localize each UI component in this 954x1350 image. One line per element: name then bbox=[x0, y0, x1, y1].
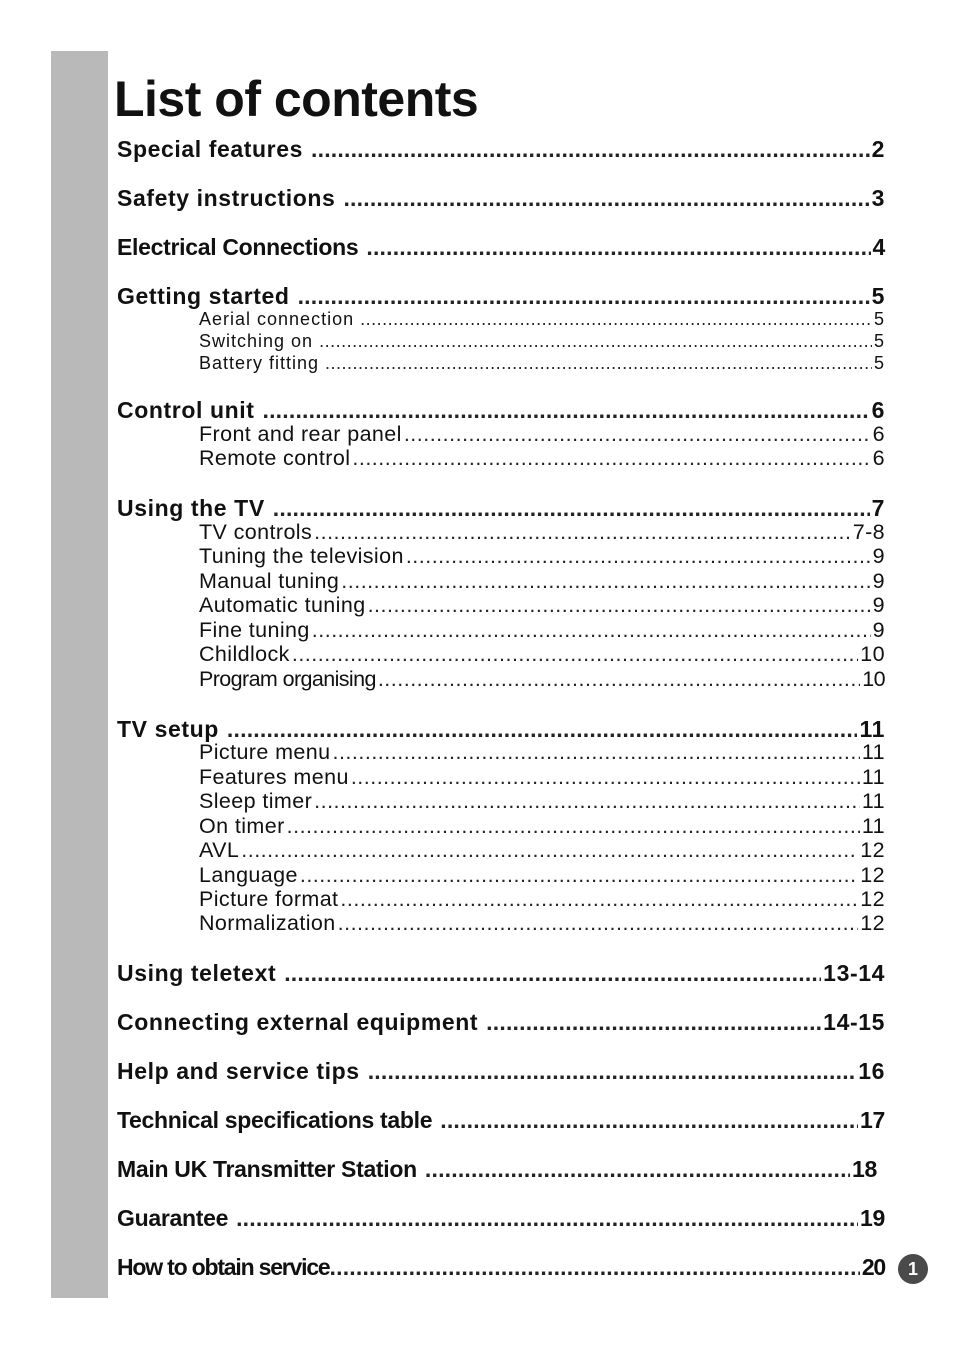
toc-label: Childlock bbox=[199, 642, 290, 666]
toc-label: Automatic tuning bbox=[199, 593, 366, 617]
toc-entry[interactable] bbox=[117, 958, 885, 988]
toc-page: 5 bbox=[871, 283, 885, 309]
toc-page: 3 bbox=[871, 185, 885, 211]
toc-label: Normalization bbox=[199, 911, 336, 935]
toc-leader bbox=[366, 232, 870, 262]
toc-page: 14-15 bbox=[823, 1009, 885, 1035]
toc-leader bbox=[311, 134, 870, 164]
toc-entry[interactable] bbox=[117, 493, 885, 523]
toc-page: 19 bbox=[860, 1205, 885, 1231]
toc-page: 9 bbox=[872, 593, 885, 617]
toc-label: Safety instructions bbox=[117, 185, 336, 211]
toc-entry[interactable] bbox=[117, 1105, 885, 1135]
toc-leader bbox=[486, 1007, 821, 1037]
toc-leader bbox=[312, 618, 871, 643]
toc-page: 13-14 bbox=[823, 960, 885, 986]
toc-page: 12 bbox=[860, 887, 885, 911]
toc-subentry[interactable] bbox=[199, 838, 885, 863]
toc-subentry[interactable] bbox=[199, 352, 885, 374]
toc-page: 6 bbox=[871, 397, 885, 423]
toc-label: Technical specifications table bbox=[117, 1107, 433, 1133]
toc-leader bbox=[300, 863, 858, 888]
toc-page: 9 bbox=[872, 569, 885, 593]
toc-entry[interactable] bbox=[117, 281, 885, 311]
toc-page: 5 bbox=[873, 309, 885, 329]
toc-leader bbox=[368, 1056, 857, 1086]
toc-page: 11 bbox=[859, 716, 885, 742]
toc-subentry[interactable] bbox=[199, 740, 885, 765]
toc-page: 10 bbox=[862, 667, 885, 691]
toc-entry[interactable] bbox=[117, 1007, 885, 1037]
toc-leader bbox=[292, 642, 858, 667]
toc-subentry[interactable] bbox=[199, 789, 885, 814]
table-of-contents bbox=[117, 0, 885, 1350]
toc-page: 12 bbox=[860, 838, 885, 862]
toc-subentry[interactable] bbox=[199, 911, 885, 936]
toc-entry[interactable] bbox=[117, 1252, 885, 1282]
toc-leader bbox=[332, 740, 859, 765]
toc-label: Using the TV bbox=[117, 495, 265, 521]
toc-label: Guarantee bbox=[117, 1205, 229, 1231]
toc-label: Main UK Transmitter Station bbox=[117, 1156, 417, 1182]
toc-label: Connecting external equipment bbox=[117, 1009, 479, 1035]
toc-leader bbox=[368, 593, 871, 618]
toc-subentry[interactable] bbox=[199, 887, 885, 912]
toc-subentry[interactable] bbox=[199, 593, 885, 618]
toc-page: 11 bbox=[861, 765, 885, 789]
toc-subentry[interactable] bbox=[199, 544, 885, 569]
toc-page: 16 bbox=[858, 1058, 885, 1084]
toc-entry[interactable] bbox=[117, 1154, 877, 1184]
toc-page: 7 bbox=[871, 495, 885, 521]
toc-label: Sleep timer bbox=[199, 789, 313, 813]
toc-leader bbox=[298, 281, 870, 311]
toc-label: Aerial connection bbox=[199, 309, 355, 329]
toc-label: How to obtain service bbox=[117, 1254, 330, 1280]
toc-subentry[interactable] bbox=[199, 642, 885, 667]
toc-leader bbox=[404, 422, 871, 447]
toc-page: 5 bbox=[873, 331, 885, 351]
toc-label: Program organising bbox=[199, 667, 376, 691]
toc-label: TV controls bbox=[199, 520, 313, 544]
toc-label: Picture format bbox=[199, 887, 339, 911]
toc-label: Fine tuning bbox=[199, 618, 310, 642]
toc-entry[interactable] bbox=[117, 1056, 885, 1086]
toc-label: Electrical Connections bbox=[117, 234, 359, 260]
toc-label: Getting started bbox=[117, 283, 290, 309]
side-tab-bar bbox=[51, 51, 108, 1298]
toc-leader bbox=[341, 569, 870, 594]
toc-label: Using teletext bbox=[117, 960, 277, 986]
toc-leader bbox=[378, 667, 860, 692]
toc-subentry[interactable] bbox=[199, 667, 885, 692]
toc-entry[interactable] bbox=[117, 395, 885, 425]
toc-subentry[interactable] bbox=[199, 569, 885, 594]
toc-label: Help and service tips bbox=[117, 1058, 360, 1084]
toc-page: 11 bbox=[861, 740, 885, 764]
page-title: List of contents bbox=[114, 71, 479, 127]
toc-label: Manual tuning bbox=[199, 569, 340, 593]
toc-leader bbox=[352, 446, 870, 471]
toc-leader bbox=[440, 1105, 858, 1135]
toc-leader bbox=[263, 395, 870, 425]
toc-subentry[interactable] bbox=[199, 422, 885, 447]
toc-subentry[interactable] bbox=[199, 814, 885, 839]
toc-label: Features menu bbox=[199, 765, 349, 789]
toc-leader bbox=[338, 911, 859, 936]
toc-leader bbox=[343, 183, 869, 213]
toc-subentry[interactable] bbox=[199, 863, 885, 888]
toc-label: Picture menu bbox=[199, 740, 331, 764]
toc-leader bbox=[325, 352, 872, 374]
toc-label: Switching on bbox=[199, 331, 314, 351]
toc-leader bbox=[284, 958, 821, 988]
toc-leader bbox=[330, 1252, 860, 1282]
toc-page: 6 bbox=[872, 422, 885, 446]
toc-page: 18 bbox=[852, 1156, 877, 1182]
toc-entry[interactable] bbox=[117, 232, 885, 262]
toc-entry[interactable] bbox=[117, 183, 885, 213]
toc-page: 11 bbox=[861, 789, 885, 813]
toc-subentry[interactable] bbox=[199, 308, 885, 330]
toc-label: Battery fitting bbox=[199, 353, 320, 373]
toc-entry[interactable] bbox=[117, 1203, 885, 1233]
toc-subentry[interactable] bbox=[199, 520, 885, 545]
toc-page: 10 bbox=[860, 642, 885, 666]
toc-label: Special features bbox=[117, 136, 304, 162]
toc-leader bbox=[273, 493, 870, 523]
toc-leader bbox=[360, 308, 872, 330]
toc-leader bbox=[287, 814, 860, 839]
toc-entry[interactable] bbox=[117, 134, 885, 164]
page-number-badge: 1 bbox=[898, 1254, 928, 1284]
toc-label: Language bbox=[199, 863, 298, 887]
toc-subentry[interactable] bbox=[199, 618, 885, 643]
toc-page: 11 bbox=[861, 814, 885, 838]
toc-leader bbox=[340, 887, 858, 912]
toc-leader bbox=[314, 789, 860, 814]
toc-leader bbox=[314, 520, 851, 545]
toc-page: 6 bbox=[872, 446, 885, 470]
toc-page: 17 bbox=[860, 1107, 885, 1133]
toc-subentry[interactable] bbox=[199, 446, 885, 471]
toc-page: 9 bbox=[872, 544, 885, 568]
toc-page: 12 bbox=[860, 863, 885, 887]
toc-leader bbox=[241, 838, 858, 863]
toc-leader bbox=[236, 1203, 858, 1233]
toc-label: AVL bbox=[199, 838, 240, 862]
toc-leader bbox=[406, 544, 871, 569]
toc-page: 20 bbox=[861, 1254, 885, 1280]
toc-label: Control unit bbox=[117, 397, 255, 423]
toc-label: Remote control bbox=[199, 446, 351, 470]
toc-subentry[interactable] bbox=[199, 765, 885, 790]
toc-page: 2 bbox=[871, 136, 885, 162]
toc-page: 7-8 bbox=[852, 520, 885, 544]
toc-label: On timer bbox=[199, 814, 285, 838]
toc-label: Front and rear panel bbox=[199, 422, 402, 446]
toc-page: 4 bbox=[872, 234, 885, 260]
toc-label: Tuning the television bbox=[199, 544, 404, 568]
toc-page: 12 bbox=[860, 911, 885, 935]
toc-page: 5 bbox=[873, 353, 885, 373]
toc-leader bbox=[351, 765, 860, 790]
toc-leader bbox=[425, 1154, 850, 1184]
toc-subentry[interactable] bbox=[199, 330, 885, 352]
toc-page: 9 bbox=[872, 618, 885, 642]
toc-leader bbox=[319, 330, 872, 352]
toc-label: TV setup bbox=[117, 716, 219, 742]
